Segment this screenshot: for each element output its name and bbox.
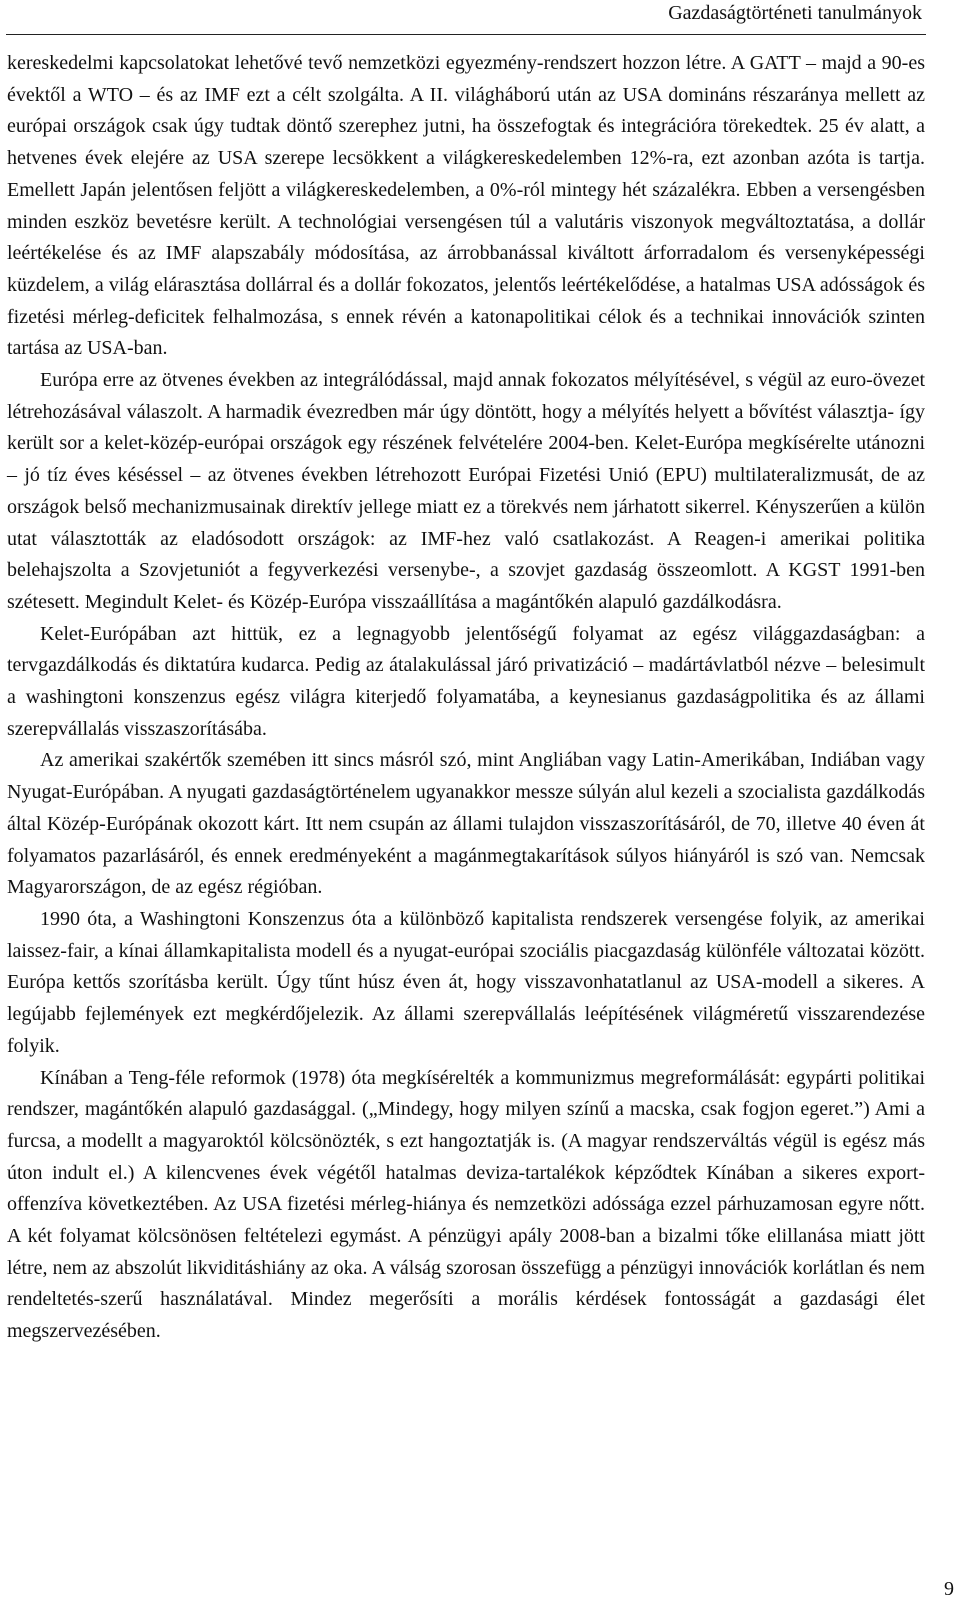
page-number: 9 (944, 1578, 954, 1600)
running-header-title: Gazdaságtörténeti tanulmányok (668, 2, 922, 24)
running-header (6, 0, 926, 35)
paragraph: Az amerikai szakértők szemében itt sincs másról szó, mint Angliában vagy Latin-Amerikában, Indiában vagy Nyugat-Európában. A nyugati gazdaságtörténelem ugyanakkor messze súlyán alul kezeli a szocialista gazdálkodás által Közép-Európának okozott kárt. Itt nem csupán az állami tulajdon visszaszorításáról, de 70, illetve 40 éven át folyamatos pazarlásáról, és ennek eredményeként a magánmegtakarítások súlyos hiányáról is szó van. Nemcsak Magyarországon, de az egész régióban. (7, 749, 925, 899)
paragraph: kereskedelmi kapcsolatokat lehetővé tevő nemzetközi egyezmény-rendszert hozzon létre. A GATT – majd a 90-es évektől a WTO – és az IMF ezt a célt szolgálta. A II. világháború után az USA domináns részaránya mellett az európai országok csak úgy tudtak döntő szerephez jutni, ha összefogtak és integrációra törekedtek. 25 év alatt, a hetvenes évek elejére az USA szerepe lecsökkent a világkereskedelemben 12%-ra, ezt azonban azóta is tartja. Emellett Japán jelentősen feljött a világkereskedelemben, a 0%-ról mintegy hét százalékra. Ebben a versengésben minden eszköz bevetésre került. A technológiai versengésen túl a valutáris viszonyok megváltoztatása, a dollár leértékelése és az IMF alapszabály módosítása, az árrobbanással kiváltott árforradalom és versenyképességi küzdelem, a világ elárasztása dollárral és a dollár fokozatos, jelentős leértékelődése, a hatalmas USA adósságok és fizetési mérleg-deficitek felhalmozása, s ennek révén a katonapolitikai célok és a technikai innovációk szinten tartása az USA-ban. (7, 52, 925, 360)
article-body (7, 48, 925, 1348)
paragraph: Európa erre az ötvenes években az integrálódással, majd annak fokozatos mélyítésével, s végül az euro-övezet létrehozásával válaszolt. A harmadik évezredben már úgy döntött, hogy a mélyítés helyett a bővítést választja- így került sor a kelet-közép-európai országok egy részének felvételére 2004-ben. Kelet-Európa megkísérelte utánozni – jó tíz éves késéssel – az ötvenes években létrehozott Európai Fizetési Unió (EPU) multilateralizmusát, de az országok belső mechanizmusainak direktív jellege miatt ez a törekvés nem járhatott sikerrel. Kényszerűen a külön utat választották az eladósodott országok: az IMF-hez való csatlakozást. A Reagen-i amerikai politika belehajszolta a Szovjetuniót a fegyverkezési versenybe-, a szovjet gazdaság összeomlott. A KGST 1991-ben szétesett. Megindult Kelet- és Közép-Európa visszaállítása a magántőkén alapuló gazdálkodásra. (7, 369, 925, 613)
paragraph: Kelet-Európában azt hittük, ez a legnagyobb jelentőségű folyamat az egész világgazdaságban: a tervgazdálkodás és diktatúra kudarca. Pedig az átalakulással járó privatizáció – madártávlatból nézve – belesimult a washingtoni konszenzus egész világra kiterjedő folyamatába, a keynesianus gazdaságpolitika és az állami szerepvállalás visszaszorításába. (7, 622, 925, 740)
paragraph: 1990 óta, a Washingtoni Konszenzus óta a különböző kapitalista rendszerek versengése folyik, az amerikai laissez-fair, a kínai államkapitalista modell és a nyugat-európai szociális piacgazdaság különféle változatai között. Európa kettős szorításba került. Úgy tűnt húsz éven át, hogy visszavonhatatlanul az USA-modell a sikeres. A legújabb fejlemények ezt megkérdőjelezik. Az állami szerepvállalás leépítésének világméretű visszarendezése folyik. (7, 907, 925, 1057)
paragraph: Kínában a Teng-féle reformok (1978) óta megkísérelték a kommunizmus megreformálását: egypárti politikai rendszer, magántőkén alapuló gazdasággal. („Mindegy, hogy milyen színű a macska, csak fogjon egeret.”) Ami a furcsa, a modellt a magyaroktól kölcsönözték, s ezt hangoztatják is. (A magyar rendszerváltás végül is egész más úton indult el.) A kilencvenes évek végétől hatalmas deviza-tartalékok képződtek Kínában a sikeres export-offenzíva következtében. Az USA fizetési mérleg-hiánya és nemzetközi adóssága ezzel párhuzamosan egyre nőtt. A két folyamat kölcsönösen feltételezi egymást. A pénzügyi apály 2008-ban a bizalmi tőke elillanása miatt jött létre, nem az abszolút likviditáshiány az oka. A válság szorosan összefügg a pénzügyi innovációk korlátlan és nem rendeltetés-szerű használatával. Mindez megerősíti a morális kérdések fontosságát a gazdasági élet megszervezésében. (7, 1066, 925, 1343)
